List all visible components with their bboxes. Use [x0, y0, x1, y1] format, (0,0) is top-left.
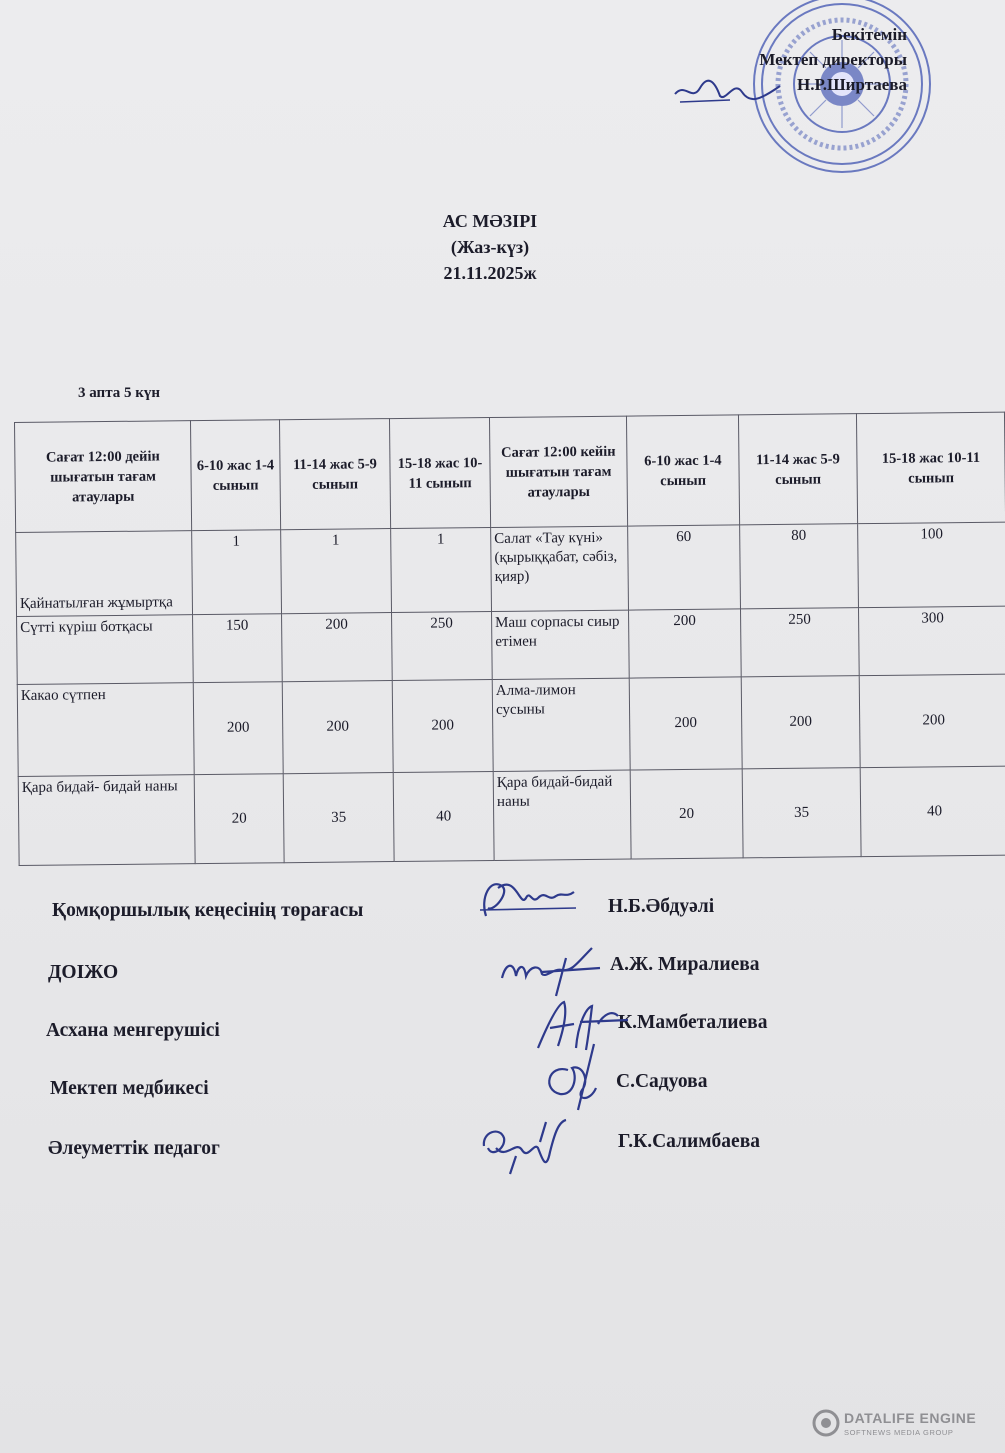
approval-name: Н.Р.Ширтаева: [797, 75, 907, 94]
signer-role: Мектеп медбикесі: [50, 1078, 209, 1099]
document-title: [0, 208, 980, 286]
portion-cell: 150: [193, 614, 283, 683]
chairman-signature-icon: [476, 868, 586, 928]
portion-cell: 200: [741, 676, 860, 769]
watermark: [812, 1407, 1002, 1443]
signer-name: А.Ж. Миралиева: [610, 954, 760, 975]
dish-before-noon: Какао сүтпен: [17, 683, 194, 777]
portion-cell: 200: [282, 613, 393, 682]
table-row: [17, 606, 1005, 684]
dish-before-noon: Сүтті күріш ботқасы: [17, 615, 194, 685]
signer-name: К.Мамбеталиева: [618, 1012, 768, 1033]
signer-name: С.Садуова: [616, 1071, 708, 1092]
portion-cell: 200: [392, 680, 493, 773]
portion-cell: 300: [858, 606, 1005, 676]
header-cell: Сағат 12:00 дейін шығатын тағам атаулары: [15, 421, 192, 533]
season-label: (Жаз-күз): [450, 237, 530, 257]
portion-cell: 1: [192, 530, 282, 615]
watermark-brand: DATALIFE ENGINE: [844, 1410, 977, 1426]
doizho-signature-icon: [496, 938, 606, 998]
dish-after-noon: Алма-лимон сусыны: [492, 678, 630, 771]
header-cell: Сағат 12:00 кейін шығатын тағам атаулары: [489, 416, 627, 527]
portion-cell: 35: [742, 768, 861, 858]
dish-after-noon: Маш сорпасы сиыр етімен: [492, 610, 630, 679]
portion-cell: 200: [629, 609, 742, 678]
signer-role: ДОІЖО: [48, 962, 119, 983]
header-cell: 15-18 жас 10-11 сынып: [389, 418, 490, 529]
portion-cell: 1: [391, 528, 492, 613]
director-signature-icon: [670, 72, 790, 112]
header-cell: 11-14 жас 5-9 сынып: [279, 419, 390, 530]
dish-before-noon: Қара бидай- бидай наны: [18, 775, 195, 866]
portion-cell: 40: [860, 766, 1005, 857]
table-row: [18, 766, 1005, 865]
menu-heading: АС МӘЗІРІ: [442, 211, 538, 231]
watermark-subtitle: SOFTNEWS MEDIA GROUP: [844, 1428, 954, 1437]
menu-table: [14, 412, 1005, 866]
header-cell: 6-10 жас 1-4 сынып: [190, 420, 280, 531]
dish-before-noon: Қайнатылған жұмыртқа: [16, 531, 193, 617]
header-cell: 6-10 жас 1-4 сынып: [626, 415, 739, 526]
dish-after-noon: Салат «Тау күні» (қырыққабат, сәбіз, қияр): [491, 526, 629, 611]
portion-cell: 40: [393, 772, 494, 862]
table-row: [17, 674, 1005, 776]
portion-cell: 250: [740, 608, 859, 677]
signer-role: Қомқоршылық кеңесінің төрағасы: [52, 900, 364, 921]
signer-role: Асхана менгерушісі: [46, 1020, 220, 1041]
menu-date: 21.11.2025ж: [443, 263, 537, 283]
portion-cell: 200: [282, 681, 393, 774]
table-header-row: [15, 412, 1005, 532]
approval-position: Мектеп директоры: [759, 50, 907, 69]
portion-cell: 80: [740, 524, 859, 609]
datalife-logo-icon: [812, 1409, 840, 1437]
portion-cell: 20: [630, 769, 743, 859]
portion-cell: 100: [858, 522, 1005, 608]
header-cell: 15-18 жас 10-11 сынып: [856, 412, 1005, 524]
portion-cell: 250: [392, 612, 493, 681]
portion-cell: 200: [629, 677, 742, 770]
approval-title: Бекітемін: [831, 25, 907, 44]
signer-name: Г.К.Салимбаева: [618, 1131, 760, 1152]
week-day-label: 3 апта 5 күн: [78, 385, 161, 401]
portion-cell: 20: [194, 774, 284, 864]
nurse-signature-icon: [528, 1040, 618, 1112]
portion-cell: 200: [193, 682, 283, 775]
portion-cell: 60: [628, 525, 741, 610]
portion-cell: 200: [859, 674, 1005, 768]
signer-name: Н.Б.Әбдуәлі: [608, 896, 715, 917]
portion-cell: 1: [281, 529, 392, 614]
header-cell: 11-14 жас 5-9 сынып: [738, 414, 857, 525]
signer-role: Әлеуметтік педагог: [48, 1138, 220, 1159]
pedagogue-signature-icon: [476, 1112, 576, 1176]
dish-after-noon: Қара бидай-бидай наны: [493, 770, 631, 860]
portion-cell: 35: [283, 773, 394, 863]
table-row: [16, 522, 1005, 616]
